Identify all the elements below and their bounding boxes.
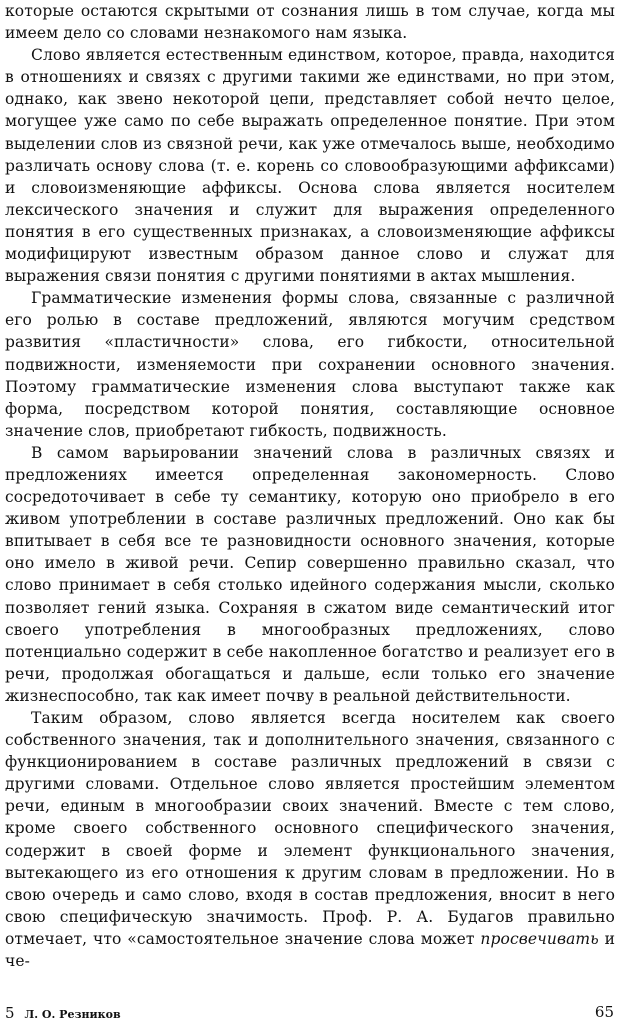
paragraph-last: [5, 707, 615, 972]
paragraph: Грамматические изменения формы слова, связанные с различной его ролью в составе предложений, являются могучим средством развития «пластичности» слова, его гибкости, относительной подвижности, изменяемости при сохранении основного значения. Поэтому грамматические изменения слова выступают также как форма, посредством которой понятия, составляющие основное значение слов, приобретают гибкость, подвижность.: [5, 289, 615, 440]
page-number: 65: [594, 1003, 614, 1021]
page-footer: [5, 1001, 614, 1023]
paragraph-continuation: которые остаются скрытыми от сознания лишь в том случае, когда мы имеем дело со словами незнакомого нам языка.: [5, 2, 615, 43]
signature-number: 5: [5, 1004, 15, 1022]
paragraph: Слово является естественным единством, которое, правда, находится в отношениях и связях с другими такими же единствами, но при этом, однако, как звено некоторой цепи, представляет собой нечто целое, могущее уже само по себе выражать определенное понятие. При этом выделении слов из связной речи, как уже отмечалось выше, необходимо различать основу слова (т. е. корень со словообразующими аффиксами) и словоизменяющие аффиксы. Основа слова является носителем лексического значения и служит для выражения определенного понятия в его существенных признаках, а словоизменяющие аффиксы модифицируют известным образом данное слово и служат для выражения связи понятия с другими понятиями в актах мышления.: [5, 46, 615, 286]
signature-author: Л. О. Резников: [24, 1008, 121, 1021]
printer-signature: [5, 1004, 121, 1022]
paragraph-tail: и че-: [5, 929, 616, 971]
paragraph-text: Таким образом, слово является всегда носителем как своего собственного значения, так и дополнительного значения, связанного с функционированием в составе различных предложений в связи с другими словами. Отдельное слово является простейшим элементом речи, единым в многообразии своих значений. Вместе с тем слово, кроме своего собственного основного специфического значения, содержит в своей форме и элемент функционального значения, вытекающего из его отношения к другим словам в предложении. Но в свою очередь и само слово, входя в состав предложения, вносит в него свою специфическую значимость. Проф. Р. А. Будагов правильно отмечает, что «самостоятельное значение слова может: [5, 709, 615, 948]
italic-word: просвечивать: [480, 929, 599, 948]
body-text: [5, 0, 615, 972]
paragraph: В самом варьировании значений слова в различных связях и предложениях имеется определенная закономерность. Слово сосредоточивает в себе ту семантику, которую оно приобрело в его живом употреблении в составе различных предложений. Оно как бы впитывает в себя все те разновидности основного значения, которые оно имело в живой речи. Сепир совершенно правильно сказал, что слово принимает в себя столько идейного содержания мысли, сколько позволяет гений языка. Сохраняя в сжатом виде семантический итог своего употребления в многообразных предложениях, слово потенциально содержит в себе накопленное богатство и реализует его в речи, продолжая обогащаться и дальше, если только его значение жизнеспособно, так как имеет почву в реальной действительности.: [5, 443, 615, 705]
